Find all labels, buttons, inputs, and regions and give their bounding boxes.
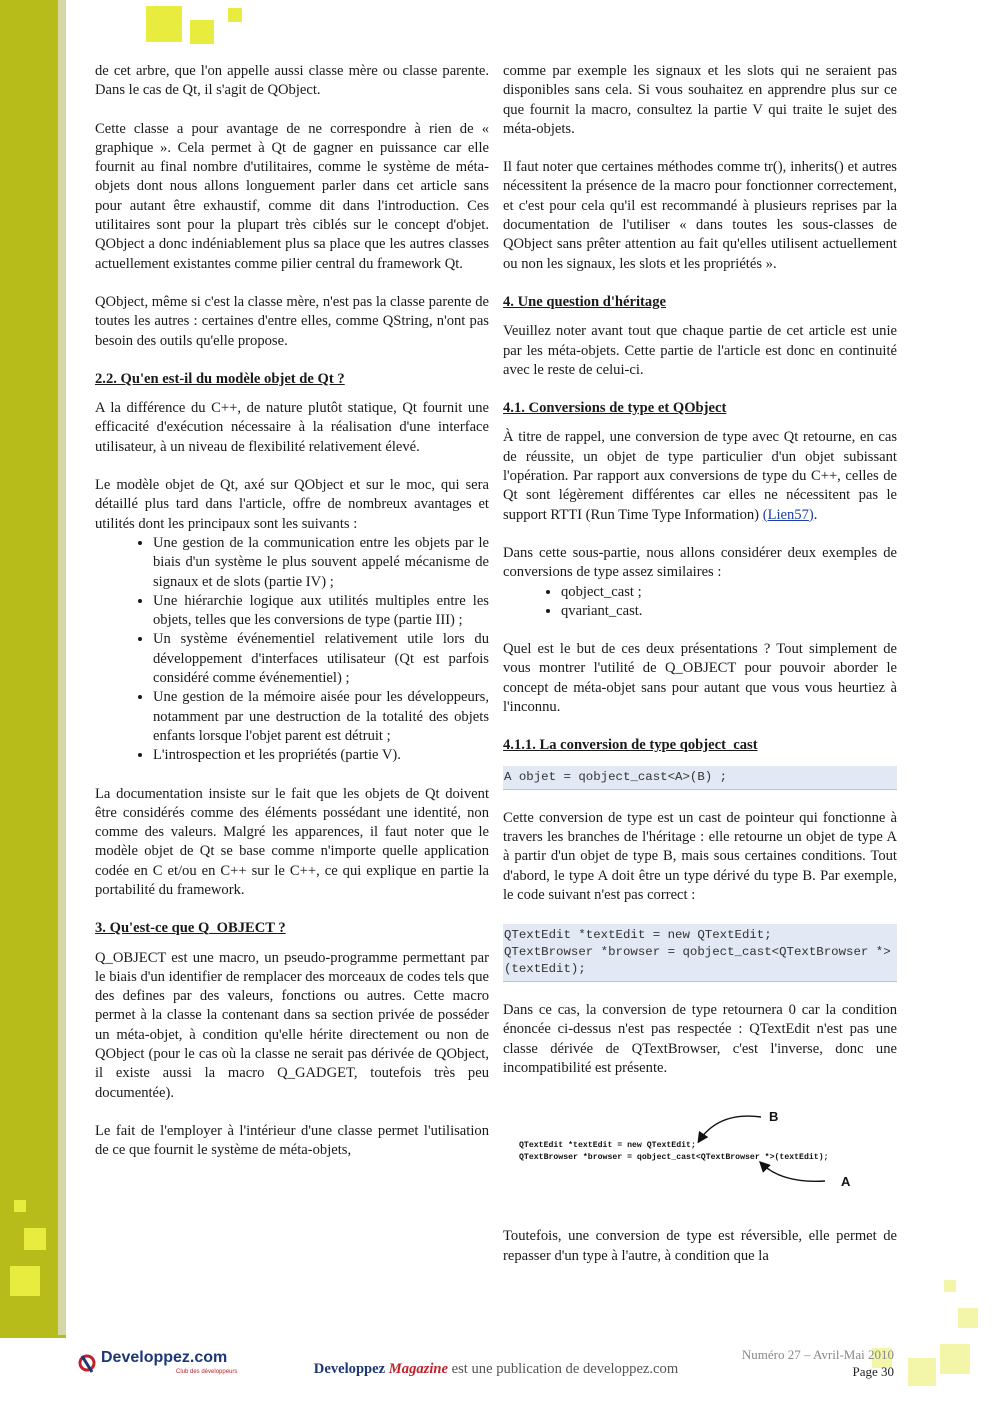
list-item: • Une gestion de la communication entre les objets par le biais d'un système le plus souvent appelé mécanisme de signaux et de slots (partie IV) ; xyxy=(153,534,489,592)
footer-issue-info xyxy=(742,1346,894,1380)
paragraph-text: À titre de rappel, une conversion de type avec Qt retourne, en cas de réussite, un objet de type particulier d'un objet subissant l'opération. Par rapport aux conversions de type du C++, celles de Qt sont légèrement différentes car elles ne nécessitent pas le support RTTI (Run Time Type Information) xyxy=(503,429,897,523)
footer-text: est une publication de developpez.com xyxy=(448,1361,679,1377)
label-b: B xyxy=(769,1109,779,1125)
sidebar-bar xyxy=(0,0,58,1338)
sidebar-shadow xyxy=(58,0,66,1338)
left-column xyxy=(95,62,489,1180)
section-heading: 4.1.1. La conversion de type qobject_cast xyxy=(503,737,758,754)
list-item: • qobject_cast ; xyxy=(561,583,897,602)
paragraph: Le modèle objet de Qt, axé sur QObject et sur le moc, qui sera détaillé plus tard dans l'article, offre de nombreux avantages et utilités dont les principaux sont les suivants : xyxy=(95,477,489,532)
paragraph: de cet arbre, que l'on appelle aussi classe mère ou classe parente. Dans le cas de Qt, il s'agit de QObject. xyxy=(95,63,489,99)
code-block xyxy=(503,766,897,790)
paragraph-end: . xyxy=(813,506,818,523)
list-item: • L'introspection et les propriétés (partie V). xyxy=(153,746,489,765)
deco-square xyxy=(146,6,182,42)
code-line: QTextBrowser *browser = qobject_cast<QTextBrowser *>(textEdit); xyxy=(504,945,891,977)
logo-text: Developpez.com xyxy=(101,1349,228,1366)
deco-square xyxy=(24,1228,46,1250)
paragraph: Dans ce cas, la conversion de type retournera 0 car la condition énoncée ci-dessus n'est pas respectée : QTextEdit n'est pas une classe dérivée de QTextBrowser, c'est l'inverse, donc une incompatibilité est présente. xyxy=(503,1002,897,1076)
list-item: • qvariant_cast. xyxy=(561,602,897,621)
paragraph: comme par exemple les signaux et les slots qui ne seraient pas disponibles sans cela. Si vous souhaitez en apprendre plus sur ce que fournit la macro, consultez la partie V qui traite le sujet des méta-objets. xyxy=(503,63,897,137)
reference-link[interactable]: (Lien57) xyxy=(762,506,814,523)
deco-square xyxy=(10,1266,40,1296)
arrow-to-a xyxy=(761,1163,825,1181)
diagram-code-line: QTextBrowser *browser = qobject_cast<QTextBrowser *>(textEdit); xyxy=(519,1153,829,1163)
paragraph: La documentation insiste sur le fait que les objets de Qt doivent être considérés comme des éléments possédant une identité, non comme des valeurs. Malgré les apparences, il faut noter que le modèle objet de Qt se base comme n'importe quelle application codée en C et/ou en C++ sur le C++, ce qui explique en partie la portabilité du framework. xyxy=(95,785,489,898)
arrow-to-b xyxy=(699,1116,761,1141)
paragraph: Toutefois, une conversion de type est réversible, elle permet de repasser d'un type à l'autre, à condition que la xyxy=(503,1228,897,1264)
footer-magazine: Magazine xyxy=(388,1361,448,1377)
bullet-list xyxy=(95,534,489,766)
paragraph: Cette classe a pour avantage de ne correspondre à rien de « graphique ». Cela permet à Qt de gagner en puissance car elle fournit au final nombre d'utilitaires, comme le système de méta-objets dont nous allons longuement parler dans cet article sans pour autant être exhaustif, comme dit dans l'introduction. Ces utilitaires sont pour la plupart très ciblés sur le concept d'objet. QObject a donc indéniablement plus sa place que les autres classes actuellement existantes comme pilier central du framework Qt. xyxy=(95,120,489,272)
issue-number: Numéro 27 – Avril-Mai 2010 xyxy=(741,1347,894,1362)
paragraph: Il faut noter que certaines méthodes comme tr(), inherits() et autres nécessitent la présence de la macro pour fonctionner correctement, et c'est pour cela qu'il est recommandé à plusieurs reprises par la documentation de l'utiliser « dans toutes les sous-classes de QObject sans prêter attention au fait qu'elles utilisent actuellement ou non les signaux, les slots et les propriétés ». xyxy=(503,159,897,272)
cast-diagram xyxy=(503,1097,897,1202)
section-heading: 2.2. Qu'en est-il du modèle objet de Qt ? xyxy=(95,370,345,387)
right-column xyxy=(503,62,897,1285)
list-item: • Une gestion de la mémoire aisée pour les développeurs, notamment par une destruction de la totalité des objets enfants lorsque l'objet parent est détruit ; xyxy=(153,688,489,746)
list-item: • Une hiérarchie logique aux utilités multiples entre les objets, telles que les conversions de type (partie III) ; xyxy=(153,592,489,631)
deco-square xyxy=(228,8,242,22)
logo-tagline: Club des développeurs xyxy=(176,1369,238,1375)
code-line: QTextEdit *textEdit = new QTextEdit; xyxy=(504,928,772,943)
section-heading: 4. Une question d'héritage xyxy=(503,293,666,310)
diagram-figure xyxy=(503,1097,897,1202)
paragraph: Veuillez noter avant tout que chaque partie de cet article est unie par les méta-objets. Cette partie de l'article est donc en continuité avec le reste de celui-ci. xyxy=(503,323,897,378)
paragraph xyxy=(503,428,897,524)
deco-square xyxy=(958,1308,978,1328)
footer-rule xyxy=(0,1335,66,1338)
paragraph: QObject, même si c'est la classe mère, n'est pas la classe parente de toutes les autres : certaines d'entre elles, comme QString, n'ont pas besoin des outils qu'elle propose. xyxy=(95,293,489,349)
footer-brand: Developpez xyxy=(313,1361,386,1377)
code-block xyxy=(503,924,897,982)
page-number: Page 30 xyxy=(852,1364,894,1379)
deco-square xyxy=(190,20,214,44)
deco-square xyxy=(14,1200,26,1212)
bullet-list xyxy=(503,583,897,622)
deco-square xyxy=(944,1280,956,1292)
paragraph: A la différence du C++, de nature plutôt statique, Qt fournit une efficacité d'exécution nécessaire à la réalisation d'une interface utilisateur, à un niveau de flexibilité relativement élevé. xyxy=(95,400,489,455)
paragraph: Dans cette sous-partie, nous allons considérer deux exemples de conversions de type assez similaires : xyxy=(503,544,897,581)
label-a: A xyxy=(841,1174,851,1190)
list-item: • Un système événementiel relativement utile lors du développement d'interfaces utilisateur (Qt est parfois considéré comme événementiel) ; xyxy=(153,630,489,688)
paragraph: Q_OBJECT est une macro, un pseudo-programme permettant par le biais d'un identifier de remplacer des morceaux de codes tels que des defines par des valeurs, fonctions ou autres. Cette macro permet à la classe la contenant dans sa section privée de posséder un méta-objet, à condition qu'elle hérite directement ou non de QObject (pour le cas où la classe ne serait pas dérivée de QObject, il existe aussi la macro Q_GADGET, toutefois très peu documentée). xyxy=(95,949,489,1101)
section-heading: 4.1. Conversions de type et QObject xyxy=(503,400,727,417)
code-line: A objet = qobject_cast<A>(B) ; xyxy=(504,769,728,784)
paragraph: Cette conversion de type est un cast de pointeur qui fonctionne à travers les branches de l'héritage : elle retourne un objet de type A à partir d'un objet de type B, mais sous certaines conditions. Tout d'abord, le type A doit être un type dérivé du type B. Par exemple, le code suivant n'est pas correct : xyxy=(503,809,897,903)
section-heading: 3. Qu'est-ce que Q_OBJECT ? xyxy=(95,920,286,937)
diagram-code-line: QTextEdit *textEdit = new QTextEdit; xyxy=(519,1141,696,1151)
paragraph: Le fait de l'employer à l'intérieur d'une classe permet l'utilisation de ce que fournit le système de méta-objets, xyxy=(95,1122,489,1159)
paragraph: Quel est le but de ces deux présentations ? Tout simplement de vous montrer l'utilité de Q_OBJECT pour pouvoir aborder le concept de méta-objet sans pour autant que vous vous heurtiez à l'inconnu. xyxy=(503,641,897,716)
